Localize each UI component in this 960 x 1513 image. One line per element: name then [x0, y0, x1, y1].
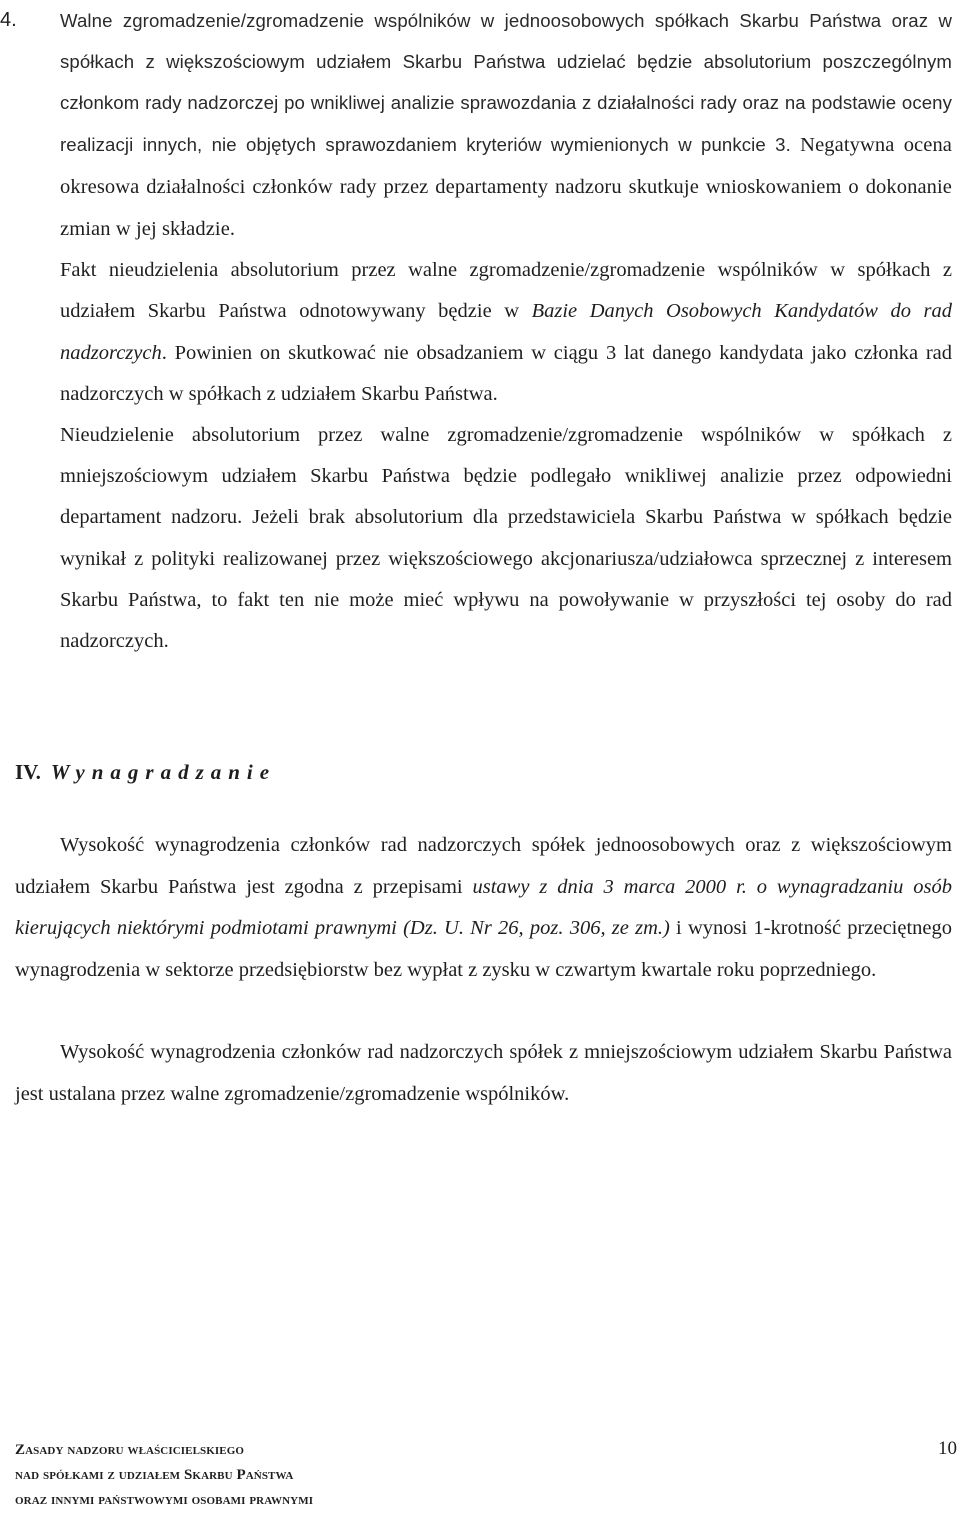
- item-number: 4.: [0, 9, 17, 31]
- footer-line-3: oraz innymi państwowymi osobami prawnymi: [15, 1492, 314, 1508]
- paragraph-absolutorium-text: Walne zgromadzenie/zgromadzenie wspólników w jednoosobowych spółkach Skarbu Państwa oraz w spółkach z większościowym udziałem Skarbu Państwa udzielać będzie absolutorium poszczególnym członkom rady nadzorczej po wnikliwej analizie sprawozdania z działalności rady oraz na podstawie oceny realizacji innych, nie objętych sprawozdaniem kryteriów wymienionych w punkcie 3.: [60, 10, 952, 155]
- section-remuneration: [15, 825, 952, 1156]
- footer-title: [15, 1438, 960, 1513]
- paragraph-remuneration-minority: Wysokość wynagrodzenia członków rad nadzorczych spółek z mniejszościowym udziałem Skarbu Państwa jest ustalana przez walne zgromadzenie/zgromadzenie wspólników.: [15, 1041, 952, 1105]
- paragraph-fakt-text-b: . Powinien on skutkować nie obsadzaniem w ciągu 3 lat danego kandydata jako członka rad nadzorczych w spółkach z udziałem Skarbu Państwa.: [60, 341, 952, 405]
- section-4: [0, 0, 952, 662]
- paragraph-remuneration-text-b: i wynosi 1-krotność przeciętnego wynagrodzenia w sektorze przedsiębiorstw bez wypłat z zysku w czwartym kwartale roku poprzedniego.: [15, 917, 953, 981]
- paragraph-fakt-text-a: Fakt nieudzielenia absolutorium przez walne zgromadzenie/zgromadzenie wspólników w spółkach z udziałem Skarbu Państwa odnotowywany będzie w: [60, 259, 952, 323]
- page-footer: [15, 1438, 960, 1513]
- paragraph-remuneration-text-a: Wysokość wynagrodzenia członków rad nadzorczych spółek jednoosobowych oraz z większościowym udziałem Skarbu Państwa jest zgodna z przepisami: [15, 834, 952, 898]
- heading-roman-numeral: IV.: [15, 760, 41, 784]
- paragraph-absolutorium: [0, 0, 952, 250]
- footer-line-1: Zasady nadzoru właścicielskiego: [15, 1442, 245, 1458]
- paragraph-remuneration-majority: [15, 825, 952, 991]
- paragraph-fakt-database-name: Bazie Danych Osobowych Kandydatów do rad nadzorczych: [60, 300, 952, 364]
- paragraph-remuneration-act-citation: ustawy z dnia 3 marca 2000 r. o wynagradzaniu osób kierujących niektórymi podmiotami prawnymi (Dz. U. Nr 26, poz. 306, ze zm.): [15, 875, 952, 939]
- footer-line-2: nad spółkami z udziałem Skarbu Państwa: [15, 1467, 294, 1483]
- paragraph-fakt: [0, 250, 952, 415]
- paragraph-negative-evaluation: Negatywna ocena okresowa działalności członków rady przez departamenty nadzoru skutkuje wnioskowaniem o dokonanie zmian w jej składzie.: [60, 133, 952, 241]
- paragraph-nieudzielenie: Nieudzielenie absolutorium przez walne zgromadzenie/zgromadzenie wspólników w spółkach z mniejszościowym udziałem Skarbu Państwa będzie podlegało wnikliwej analizie przez odpowiedni departament nadzoru. Jeżeli brak absolutorium dla przedstawiciela Skarbu Państwa w spółkach będzie wynikał z polityki realizowanej przez większościowego akcjonariusza/udziałowca sprzecznej z interesem Skarbu Państwa, to fakt ten nie może mieć wpływu na powoływanie w przyszłości tej osoby do rad nadzorczych.: [60, 424, 952, 653]
- section-heading: [15, 760, 276, 785]
- page-number: 10: [938, 1438, 957, 1459]
- heading-title: Wynagradzanie: [50, 760, 277, 784]
